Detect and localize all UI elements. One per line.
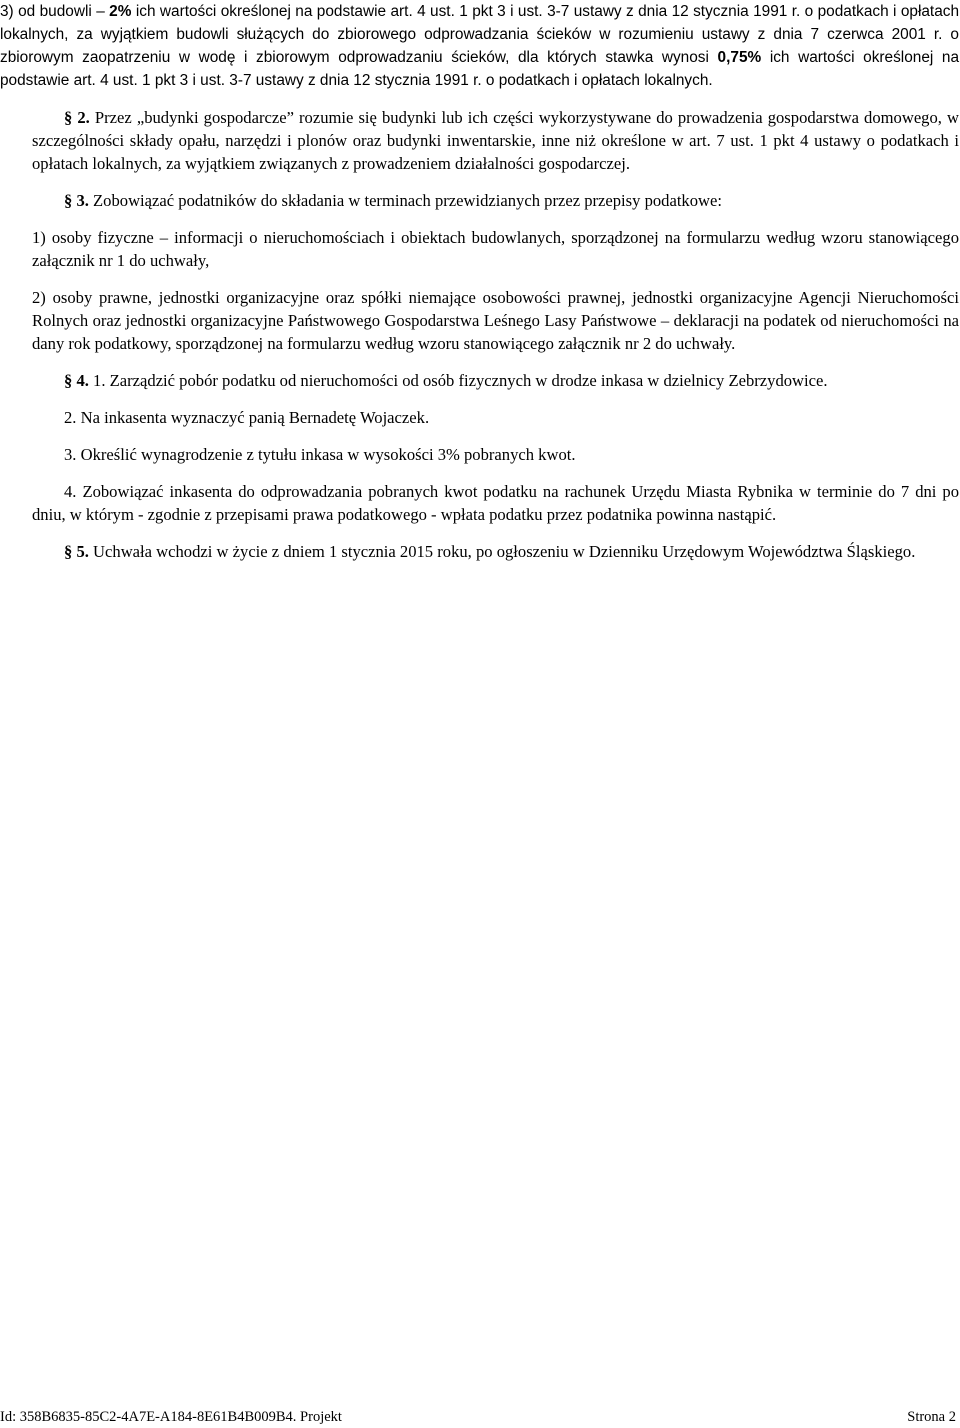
section-label: § 3. bbox=[64, 191, 89, 210]
item-number: 3) bbox=[0, 3, 14, 20]
rate-value: 2% bbox=[109, 3, 132, 20]
section-4-paragraph-3: 3. Określić wynagrodzenie z tytułu inkasa w wysokości 3% pobranych kwot. bbox=[64, 445, 576, 464]
document-body bbox=[0, 0, 960, 563]
section-4-paragraph-1: § 4. 1. Zarządzić pobór podatku od nieruchomości od osób fizycznych w drodze inkasa w dzielnicy Zebrzydowice. bbox=[64, 371, 828, 390]
section-label: § 5. bbox=[64, 542, 89, 561]
paragraph-item-3: 3) od budowli – 2% ich wartości określonej na podstawie art. 4 ust. 1 pkt 3 i ust. 3-7 ustawy z dnia 12 stycznia 1991 r. o podatkach i opłatach lokalnych, za wyjątkiem budowli służących do zbiorowego odprowadzania ścieków w rozumieniu ustawy z dnia 7 czerwca 2001 r. o zbiorowym zaopatrzeniu w wodę i zbiorowym odprowadzaniu ścieków, dla których stawka wynosi 0,75% ich wartości określonej na podstawie art. 4 ust. 1 pkt 3 i ust. 3-7 ustawy z dnia 12 stycznia 1991 r. o podatkach i opłatach lokalnych. bbox=[0, 3, 960, 89]
page-number: Strona 2 bbox=[907, 1409, 956, 1425]
section-3-item-1: 1) osoby fizyczne – informacji o nieruchomościach i obiektach budowlanych, sporządzonej na formularzu według wzoru stanowiącego załącznik nr 1 do uchwały, bbox=[32, 228, 959, 270]
document-id: Id: 358B6835-85C2-4A7E-A184-8E61B4B009B4. Projekt bbox=[0, 1409, 342, 1425]
rate-value: 0,75% bbox=[717, 49, 762, 66]
section-label: § 4. bbox=[64, 371, 89, 390]
section-3-item-2: 2) osoby prawne, jednostki organizacyjne oraz spółki niemające osobowości prawnej, jednostki organizacyjne Agencji Nieruchomości Rolnych oraz jednostki organizacyjne Państwowego Gospodarstwa Leśnego Lasy Państwowe – deklaracji na podatek od nieruchomości na dany rok podatkowy, sporządzonej na formularzu według wzoru stanowiącego załącznik nr 2 do uchwały. bbox=[32, 288, 959, 353]
section-4-paragraph-4: 4. Zobowiązać inkasenta do odprowadzania pobranych kwot podatku na rachunek Urzędu Miasta Rybnika w terminie do 7 dni po dniu, w którym - zgodnie z przepisami prawa podatkowego - wpłata podatku przez podatnika powinna nastąpić. bbox=[32, 482, 959, 524]
section-label: § 2. bbox=[64, 108, 90, 127]
page-footer bbox=[0, 1407, 956, 1427]
section-3: § 3. Zobowiązać podatników do składania w terminach przewidzianych przez przepisy podatkowe: bbox=[64, 191, 722, 210]
section-5: § 5. Uchwała wchodzi w życie z dniem 1 stycznia 2015 roku, po ogłoszeniu w Dzienniku Urzędowym Województwa Śląskiego. bbox=[64, 542, 916, 561]
section-4-paragraph-2: 2. Na inkasenta wyznaczyć panią Bernadetę Wojaczek. bbox=[64, 408, 430, 427]
section-2: § 2. Przez „budynki gospodarcze” rozumie się budynki lub ich części wykorzystywane do prowadzenia gospodarstwa domowego, w szczególności składy opału, narzędzi i plonów oraz budynki inwentarskie, inne niż określone w art. 7 ust. 1 pkt 4 ustawy o podatkach i opłatach lokalnych, za wyjątkiem związanych z prowadzeniem działalności gospodarczej. bbox=[32, 108, 959, 173]
